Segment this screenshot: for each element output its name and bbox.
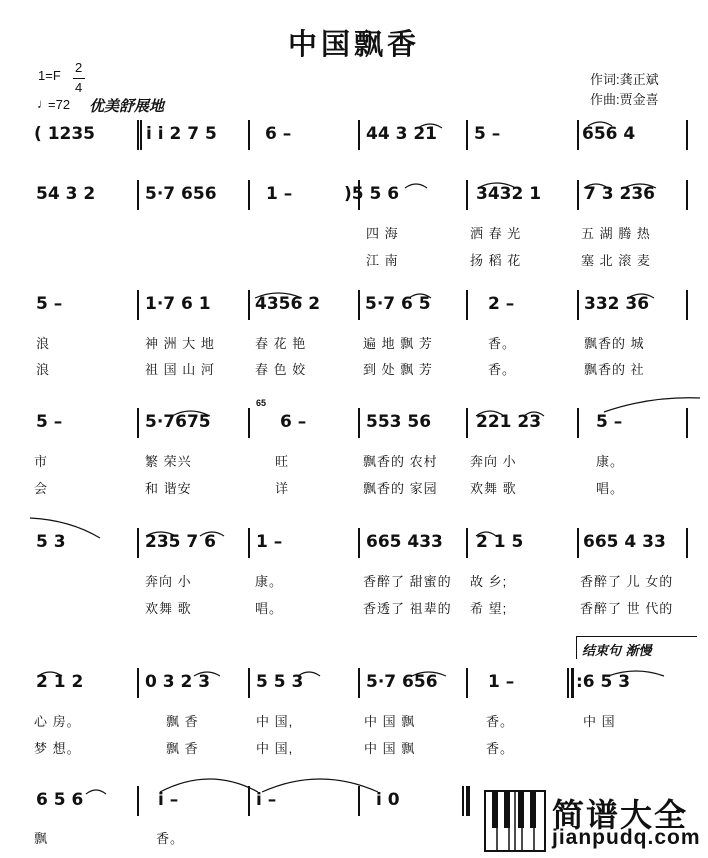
- lyric-v1: 香。: [486, 714, 515, 729]
- lyric-v2: 春 色 姣: [255, 362, 307, 377]
- barline: [466, 290, 468, 320]
- lyric-v1: 中 国,: [256, 714, 294, 729]
- barline: [248, 180, 250, 210]
- notes-row1-measure3: 6 –: [265, 124, 292, 144]
- notes-row4-measure1: 5 –: [36, 412, 63, 432]
- lyric-v2: 飘香的 社: [584, 362, 645, 377]
- ending-label: 结束句 渐慢: [582, 644, 652, 659]
- notes-row2-measure4: )5 5 6: [344, 184, 400, 204]
- lyric-v2: 详: [275, 481, 290, 496]
- notes-row6-measure4: 5·7 656: [366, 672, 438, 692]
- lyric-v2: 中 国 飘: [364, 741, 416, 756]
- lyric-v1: 春 花 艳: [255, 336, 307, 351]
- final-barline-thick: [466, 786, 470, 816]
- notes-row1-measure1: ( 1235: [34, 124, 96, 144]
- notes-row3-measure1: 5 –: [36, 294, 63, 314]
- lyric-v2: 唱。: [255, 601, 284, 616]
- lyric-v2: 香。: [486, 741, 515, 756]
- barline: [137, 120, 139, 150]
- barline: [248, 408, 250, 438]
- quarter-note-icon: ♩: [37, 96, 50, 111]
- notes-row7-measure3: i –: [256, 790, 277, 810]
- notes-row5-measure3: 1 –: [256, 532, 283, 552]
- lyric-v2: 浪: [36, 362, 51, 377]
- barline: [137, 668, 139, 698]
- lyric-v2: 飘香的 家园: [363, 481, 438, 496]
- barline: [137, 786, 139, 816]
- key-signature: 1=F: [38, 68, 61, 83]
- barline: [577, 408, 579, 438]
- barline: [466, 668, 468, 698]
- lyric-v1: 飘: [34, 831, 49, 846]
- barline: [577, 180, 579, 210]
- lyric-v1: 旺: [275, 454, 290, 469]
- notes-row5-measure1: 5 3: [36, 532, 66, 552]
- lyric-v1: 香。: [156, 831, 185, 846]
- barline: [686, 120, 688, 150]
- notes-row4-measure3: 6 –: [280, 412, 307, 432]
- notes-row3-measure3: 4356 2: [255, 294, 321, 314]
- lyric-v2: 香。: [488, 362, 517, 377]
- barline: [358, 290, 360, 320]
- barline: [137, 290, 139, 320]
- notes-row1-measure4: 44 3 21: [366, 124, 437, 144]
- lyric-v1: 香。: [488, 336, 517, 351]
- notes-row2-measure6: 7 3 236: [584, 184, 655, 204]
- notes-row2-measure2: 5·7 656: [145, 184, 217, 204]
- lyric-v2: 到 处 飘 芳: [363, 362, 433, 377]
- notes-row3-measure4: 5·7 6 5: [365, 294, 431, 314]
- lyric-v2: 香醉了 世 代的: [580, 601, 674, 616]
- notes-row1-measure6: 656 4: [582, 124, 636, 144]
- notes-row3-measure2: 1·7 6 1: [145, 294, 211, 314]
- barline: [466, 120, 468, 150]
- lyric-v1: 康。: [255, 574, 284, 589]
- notes-row5-measure2: 235 7 6: [145, 532, 216, 552]
- notes-row5-measure4: 665 433: [366, 532, 443, 552]
- barline: [248, 786, 250, 816]
- lyric-v2: 塞 北 滚 麦: [581, 253, 651, 268]
- notes-row4-measure2: 5·7675: [145, 412, 211, 432]
- notes-row6-measure5: 1 –: [488, 672, 515, 692]
- lyric-v1: 中 国: [583, 714, 616, 729]
- lyric-v1: 中 国 飘: [364, 714, 416, 729]
- notes-row4-measure6: 5 –: [596, 412, 623, 432]
- barline: [686, 528, 688, 558]
- barline: [358, 786, 360, 816]
- barline: [248, 668, 250, 698]
- notes-row6-measure6: :6 5 3: [576, 672, 631, 692]
- time-signature-line: [73, 78, 85, 79]
- notes-row1-measure5: 5 –: [474, 124, 501, 144]
- lyric-v1: 浪: [36, 336, 51, 351]
- lyric-v2: 中 国,: [256, 741, 294, 756]
- barline: [686, 290, 688, 320]
- barline: [137, 180, 139, 210]
- notes-row7-measure1: 6 5 6: [36, 790, 84, 810]
- barline: [137, 528, 139, 558]
- lyric-v1: 市: [34, 454, 49, 469]
- barline: [137, 408, 139, 438]
- notes-row3-measure6: 332 36: [584, 294, 650, 314]
- lyric-v2: 飘 香: [166, 741, 199, 756]
- barline: [686, 408, 688, 438]
- lyric-v2: 欢舞 歌: [145, 601, 192, 616]
- notes-row4-measure5: 221 23: [476, 412, 542, 432]
- barline: [577, 290, 579, 320]
- logo-title: 简谱大全: [552, 797, 689, 833]
- lyric-v1: 香醉了 儿 女的: [580, 574, 674, 589]
- time-signature-bottom: 4: [75, 80, 83, 95]
- song-title: 中国飘香: [287, 27, 420, 61]
- barline: [248, 290, 250, 320]
- notes-row7-measure4: i 0: [376, 790, 400, 810]
- lyric-v2: 江 南: [366, 253, 399, 268]
- lyric-v1: 奔向 小: [145, 574, 192, 589]
- barline: [248, 120, 250, 150]
- lyricist: 作词:龚正斌: [590, 72, 659, 87]
- lyric-v1: 香醉了 甜蜜的: [363, 574, 452, 589]
- barline: [358, 120, 360, 150]
- barline: [140, 120, 142, 150]
- notes-row6-measure3: 5 5 3: [256, 672, 304, 692]
- barline: [466, 408, 468, 438]
- barline: [466, 528, 468, 558]
- barline: [577, 528, 579, 558]
- lyric-v1: 故 乡;: [470, 574, 508, 589]
- lyric-v1: 神 洲 大 地: [145, 336, 215, 351]
- lyric-v1: 奔向 小: [470, 454, 517, 469]
- tempo-value: =72: [48, 97, 71, 112]
- notes-row5-measure6: 665 4 33: [583, 532, 666, 552]
- time-signature-top: 2: [75, 60, 83, 75]
- barline: [686, 180, 688, 210]
- grace-note-icon: 65: [256, 398, 267, 408]
- lyric-v1: 心 房。: [34, 714, 81, 729]
- logo-url: jianpudq.com: [552, 826, 701, 849]
- barline: [358, 528, 360, 558]
- lyric-v1: 繁 荣兴: [145, 454, 192, 469]
- lyric-v1: 康。: [596, 454, 625, 469]
- barline: [358, 408, 360, 438]
- lyric-v1: 遍 地 飘 芳: [363, 336, 433, 351]
- notes-row6-measure1: 2 1 2: [36, 672, 84, 692]
- barline: [358, 668, 360, 698]
- lyric-v2: 希 望;: [470, 601, 508, 616]
- lyric-v1: 飘 香: [166, 714, 199, 729]
- tempo-description: 优美舒展地: [89, 97, 165, 115]
- barline: [567, 668, 569, 698]
- lyric-v2: 欢舞 歌: [470, 481, 517, 496]
- lyric-v2: 和 谐安: [145, 481, 192, 496]
- notes-row1-measure2: i i 2 7 5: [146, 124, 217, 144]
- piano-keys-icon: [484, 790, 546, 852]
- barline: [248, 528, 250, 558]
- lyric-v2: 唱。: [596, 481, 625, 496]
- barline: [577, 120, 579, 150]
- lyric-v2: 祖 国 山 河: [145, 362, 215, 377]
- notes-row3-measure5: 2 –: [488, 294, 515, 314]
- notes-row2-measure5: 3432 1: [476, 184, 542, 204]
- notes-row5-measure5: 2 1 5: [476, 532, 524, 552]
- composer: 作曲:贾金喜: [590, 92, 659, 107]
- lyric-v2: 梦 想。: [34, 741, 81, 756]
- barline: [466, 180, 468, 210]
- lyric-v2: 扬 稻 花: [470, 253, 522, 268]
- notes-row6-measure2: 0 3 2 3: [145, 672, 211, 692]
- lyric-v1: 四 海: [366, 226, 399, 241]
- repeat-barline: [571, 668, 574, 698]
- notes-row7-measure2: i –: [158, 790, 179, 810]
- notes-row2-measure3: 1 –: [266, 184, 293, 204]
- lyric-v1: 洒 春 光: [470, 226, 522, 241]
- lyric-v1: 飘香的 农村: [363, 454, 438, 469]
- lyric-v2: 香透了 祖辈的: [363, 601, 452, 616]
- final-barline: [462, 786, 464, 816]
- lyric-v1: 五 湖 腾 热: [581, 226, 651, 241]
- lyric-v1: 飘香的 城: [584, 336, 645, 351]
- notes-row4-measure4: 553 56: [366, 412, 432, 432]
- lyric-v2: 会: [34, 481, 49, 496]
- notes-row2-measure1: 54 3 2: [36, 184, 96, 204]
